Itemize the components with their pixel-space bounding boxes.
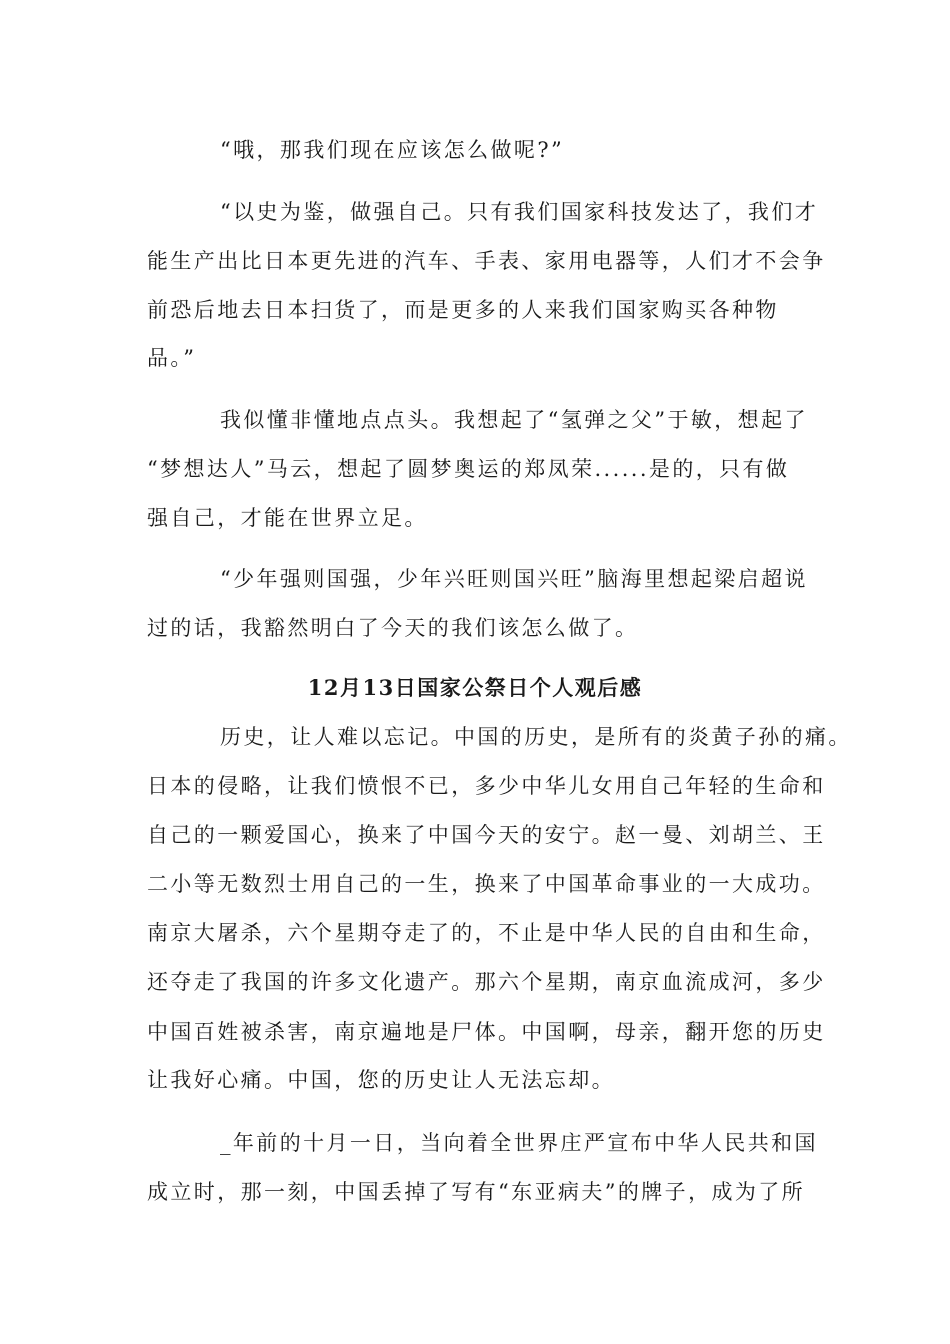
paragraph-2-line-4: 品。” <box>147 346 197 370</box>
section-paragraph-1-line-4: 二小等无数烈士用自己的一生，换来了中国革命事业的一大成功。 <box>147 872 826 896</box>
section-paragraph-1-line-5: 南京大屠杀，六个星期夺走了的，不止是中华人民的自由和生命， <box>147 921 826 945</box>
paragraph-3-line-3: 强自己，才能在世界立足。 <box>147 506 428 530</box>
section-paragraph-1-line-3: 自己的一颗爱国心，换来了中国今天的安宁。赵一曼、刘胡兰、王 <box>147 823 826 847</box>
section-paragraph-1-line-7: 中国百姓被杀害，南京遍地是尸体。中国啊，母亲，翻开您的历史 <box>147 1020 826 1044</box>
section-paragraph-1-line-1: 历史，让人难以忘记。中国的历史，是所有的炎黄子孙的痛。 <box>220 725 852 749</box>
paragraph-2-line-1: “以史为鉴，做强自己。只有我们国家科技发达了，我们才 <box>220 200 819 224</box>
section-paragraph-1-line-2: 日本的侵略，让我们愤恨不已，多少中华儿女用自己年轻的生命和 <box>147 774 826 798</box>
section-paragraph-1-line-8: 让我好心痛。中国，您的历史让人无法忘却。 <box>147 1068 615 1092</box>
paragraph-4-line-1: “少年强则国强，少年兴旺则国兴旺”脑海里想起梁启超说 <box>220 567 808 591</box>
section-paragraph-2-line-2: 成立时，那一刻，中国丢掉了写有“东亚病夫”的牌子，成为了所 <box>147 1180 806 1204</box>
section-paragraph-1-line-6: 还夺走了我国的许多文化遗产。那六个星期，南京血流成河，多少 <box>147 970 826 994</box>
paragraph-4-line-2: 过的话，我豁然明白了今天的我们该怎么做了。 <box>147 616 639 640</box>
paragraph-2-line-3: 前恐后地去日本扫货了，而是更多的人来我们国家购买各种物 <box>147 298 779 322</box>
paragraph-1-line-1: “哦，那我们现在应该怎么做呢?” <box>220 138 565 162</box>
section-paragraph-2-line-1: _年前的十月一日，当向着全世界庄严宣布中华人民共和国 <box>220 1131 818 1155</box>
section-title: 12月13日国家公祭日个人观后感 <box>307 675 643 700</box>
paragraph-2-line-2: 能生产出比日本更先进的汽车、手表、家用电器等，人们才不会争 <box>147 249 826 273</box>
paragraph-3-line-2: “梦想达人”马云，想起了圆梦奥运的郑凤荣......是的，只有做 <box>147 457 790 481</box>
paragraph-3-line-1: 我似懂非懂地点点头。我想起了“氢弹之父”于敏，想起了 <box>220 408 808 432</box>
